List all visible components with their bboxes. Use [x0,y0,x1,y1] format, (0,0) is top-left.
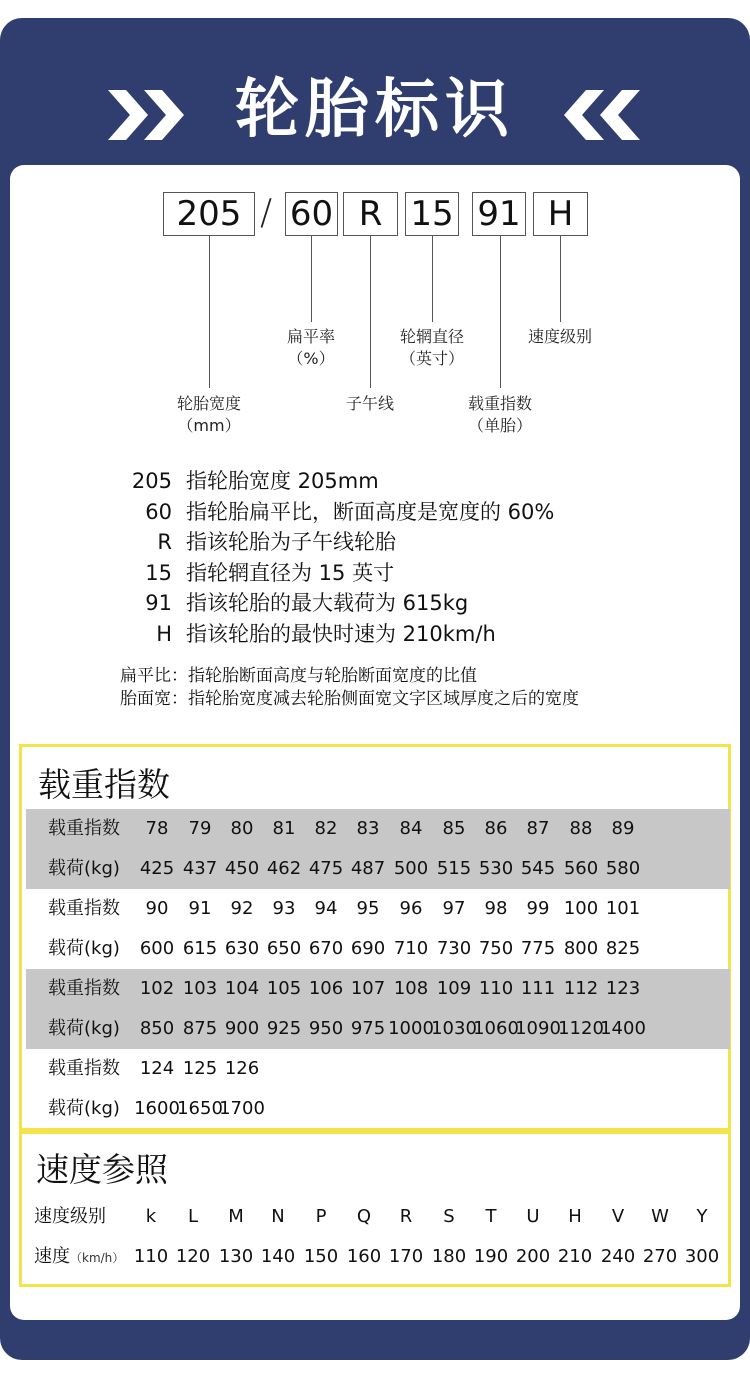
table-cell: 615 [182,938,218,959]
table-cell: 750 [478,938,514,959]
speed-value-cell: 150 [303,1246,339,1267]
speed-rating-cell: R [399,1206,413,1227]
term-rim-diameter-label: 轮辋直径 [399,327,465,346]
table-cell: 1030 [431,1018,477,1039]
speed-rating-cell: H [568,1206,582,1227]
code-speed-rating: H [533,192,588,236]
term-width-label: 轮胎宽度 [176,394,242,413]
term-load-index [468,393,532,437]
table-cell: 104 [224,978,260,999]
speed-rating-cell: k [145,1206,157,1227]
speed-value-cell: 270 [642,1246,678,1267]
speed-value-cell: 210 [557,1246,593,1267]
term-rim-diameter [400,326,464,370]
table-cell: 112 [563,978,599,999]
table-cell: 1700 [219,1098,265,1119]
speed-rating-cell: P [315,1206,327,1227]
leader-line-load [500,236,501,388]
speed-unit: （km/h） [70,1251,125,1265]
load-weight-row [26,849,730,889]
leader-line-speed [560,236,561,322]
table-cell: 123 [605,978,641,999]
explanation-code: 60 [145,499,172,524]
speed-value-cell: 140 [260,1246,296,1267]
explanation-text: 指轮辋直径为 15 英寸 [186,560,395,585]
table-cell: 545 [520,858,556,879]
table-cell: 94 [314,898,338,919]
load-index-row [26,1049,730,1089]
explanation-code: 205 [131,469,172,493]
table-cell: 560 [563,858,599,879]
speed-rating-cell: T [485,1206,497,1227]
note-tread-width: 胎面宽：指轮胎宽度减去轮胎侧面宽文字区域厚度之后的宽度 [120,689,579,709]
load-index-section [19,744,731,1131]
code-construction: R [343,192,398,236]
speed-rating-cell: U [526,1206,540,1227]
table-cell: 90 [145,898,169,919]
row-label: 载荷(kg) [48,1018,120,1039]
explanation-row [130,527,554,558]
table-cell: 99 [526,898,550,919]
explanation-row [130,558,554,589]
speed-rating-label: 速度级别 [34,1206,106,1227]
speed-value-cell: 120 [175,1246,211,1267]
speed-reference-title: 速度参照 [36,1150,168,1189]
explanation-row [130,619,554,650]
code-aspect-ratio: 60 [285,192,338,236]
speed-rating-cell: Y [696,1206,708,1227]
table-cell: 1120 [558,1018,604,1039]
table-cell: 475 [308,858,344,879]
table-cell: 515 [436,858,472,879]
table-cell: 1090 [515,1018,561,1039]
table-cell: 975 [350,1018,386,1039]
table-cell: 109 [436,978,472,999]
table-cell: 78 [145,818,169,839]
term-width [177,393,241,437]
table-cell: 95 [356,898,380,919]
speed-rating-cell: Q [356,1206,372,1227]
table-cell: 107 [350,978,386,999]
explanation-code: R [157,530,172,554]
explanation-text: 指该轮胎的最大载荷为 615kg [186,591,469,615]
leader-line-width [209,236,210,388]
table-cell: 1650 [177,1098,223,1119]
table-cell: 670 [308,938,344,959]
table-cell: 850 [139,1018,175,1039]
table-cell: 126 [224,1058,260,1079]
table-cell: 1400 [600,1018,646,1039]
table-cell: 97 [442,898,466,919]
table-cell: 93 [272,898,296,919]
note-aspect-ratio: 扁平比：指轮胎断面高度与轮胎断面宽度的比值 [120,666,477,686]
table-cell: 1600 [134,1098,180,1119]
term-width-unit: （mm） [177,416,241,435]
term-load-index-label: 载重指数 [467,394,533,413]
definition-notes [120,665,579,711]
table-cell: 600 [139,938,175,959]
row-label: 载荷(kg) [48,1098,120,1119]
explanation-code: 15 [145,560,172,585]
table-cell: 87 [526,818,550,839]
explanation-text: 指轮胎宽度 205mm [186,469,379,493]
table-cell: 580 [605,858,641,879]
speed-rating-cell: W [651,1206,669,1227]
explanation-text: 指该轮胎为子午线轮胎 [186,530,396,554]
speed-reference-section [19,1131,731,1287]
row-label: 载荷(kg) [48,938,120,959]
row-label: 载荷(kg) [48,858,120,879]
row-label: 载重指数 [48,818,120,839]
load-index-row [26,809,730,849]
table-cell: 102 [139,978,175,999]
table-cell: 125 [182,1058,218,1079]
table-cell: 1000 [388,1018,434,1039]
table-cell: 1060 [473,1018,519,1039]
term-aspect-ratio-label: 扁平率 [286,327,336,346]
row-label: 载重指数 [48,1058,120,1079]
term-aspect-ratio [287,326,335,370]
code-explanations [130,466,554,649]
term-rim-diameter-unit: （英寸） [399,349,465,368]
speed-value-cell: 240 [600,1246,636,1267]
table-cell: 425 [139,858,175,879]
double-chevron-left-icon [560,90,640,140]
term-radial-label: 子午线 [345,394,395,413]
table-cell: 450 [224,858,260,879]
table-cell: 79 [188,818,212,839]
speed-value-cell: 180 [431,1246,467,1267]
table-cell: 83 [356,818,380,839]
table-cell: 82 [314,818,338,839]
table-cell: 530 [478,858,514,879]
table-cell: 100 [563,898,599,919]
load-index-row [26,969,730,1009]
table-cell: 500 [393,858,429,879]
speed-rating-row [22,1197,728,1237]
table-cell: 105 [266,978,302,999]
table-cell: 98 [484,898,508,919]
explanation-row [130,588,554,619]
table-cell: 462 [266,858,302,879]
row-label: 载重指数 [48,898,120,919]
code-separator: / [260,192,273,233]
table-cell: 96 [399,898,423,919]
table-cell: 110 [478,978,514,999]
table-cell: 690 [350,938,386,959]
term-radial [346,393,394,415]
code-load-index: 91 [472,192,526,236]
term-speed-rating-label: 速度级别 [527,327,593,346]
table-cell: 108 [393,978,429,999]
table-cell: 124 [139,1058,175,1079]
term-speed-rating [528,326,592,348]
table-cell: 775 [520,938,556,959]
table-cell: 630 [224,938,260,959]
speed-rating-cell: M [228,1206,244,1227]
load-weight-row [26,929,730,969]
table-cell: 85 [442,818,466,839]
table-cell: 81 [272,818,296,839]
table-cell: 111 [520,978,556,999]
explanation-row [130,466,554,497]
explanation-text: 指该轮胎的最快时速为 210km/h [186,621,496,646]
table-cell: 437 [182,858,218,879]
table-cell: 875 [182,1018,218,1039]
table-cell: 825 [605,938,641,959]
speed-value-cell: 160 [346,1246,382,1267]
speed-rating-cell: N [271,1206,285,1227]
table-cell: 80 [230,818,254,839]
speed-value-cell: 110 [133,1246,169,1267]
load-index-title: 载重指数 [38,765,170,804]
speed-rating-cell: L [187,1206,199,1227]
header [0,18,750,168]
table-cell: 103 [182,978,218,999]
page-title: 轮胎标识 [235,73,515,147]
speed-value-cell: 300 [684,1246,720,1267]
term-aspect-ratio-unit: （%） [287,349,335,368]
speed-value-label [34,1237,124,1278]
speed-value-cell: 170 [388,1246,424,1267]
explanation-code: H [156,621,172,646]
speed-value-cell: 190 [473,1246,509,1267]
speed-value-row [22,1237,728,1277]
table-cell: 730 [436,938,472,959]
row-label: 载重指数 [48,978,120,999]
speed-label-text: 速度 [34,1246,70,1267]
table-cell: 487 [350,858,386,879]
table-cell: 88 [569,818,593,839]
table-cell: 84 [399,818,423,839]
table-cell: 710 [393,938,429,959]
speed-rating-cell: S [443,1206,455,1227]
term-load-index-unit: （单胎） [467,416,533,435]
table-cell: 89 [611,818,635,839]
code-width: 205 [163,192,255,236]
load-index-row [26,889,730,929]
table-cell: 106 [308,978,344,999]
leader-line-aspect [311,236,312,322]
explanation-row [130,497,554,528]
table-cell: 900 [224,1018,260,1039]
code-rim-diameter: 15 [405,192,459,236]
explanation-text: 指轮胎扁平比，断面高度是宽度的 60% [186,499,555,524]
load-weight-row [26,1089,730,1129]
speed-value-cell: 130 [218,1246,254,1267]
table-cell: 800 [563,938,599,959]
leader-line-radial [370,236,371,388]
table-cell: 86 [484,818,508,839]
load-weight-row [26,1009,730,1049]
table-cell: 101 [605,898,641,919]
table-cell: 925 [266,1018,302,1039]
explanation-code: 91 [145,591,172,615]
table-cell: 91 [188,898,212,919]
leader-line-rim [432,236,433,322]
table-cell: 650 [266,938,302,959]
speed-value-cell: 200 [515,1246,551,1267]
table-cell: 950 [308,1018,344,1039]
speed-rating-cell: V [611,1206,625,1227]
table-cell: 92 [230,898,254,919]
